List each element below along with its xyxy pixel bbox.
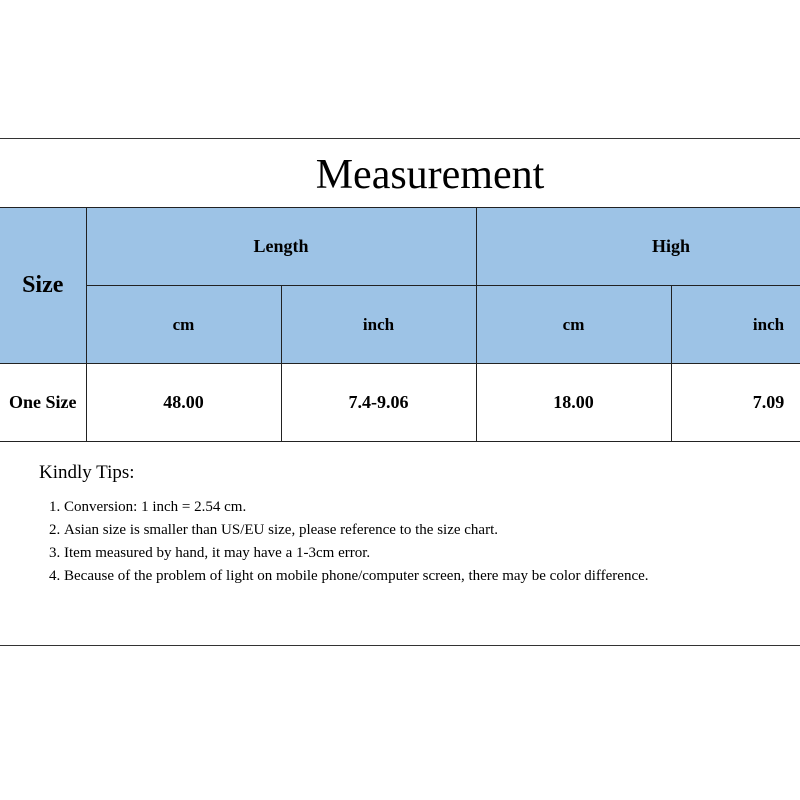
tip-item: 4. Because of the problem of light on mobile phone/computer screen, there may be color difference. bbox=[64, 565, 659, 588]
tips-list bbox=[39, 496, 659, 588]
tips-title: Kindly Tips: bbox=[39, 462, 135, 483]
length-inch-header: inch bbox=[281, 286, 476, 364]
tip-item: 2. Asian size is smaller than US/EU size, please reference to the size chart. bbox=[64, 519, 659, 542]
table-header-row bbox=[0, 208, 800, 286]
length-cm-value: 48.00 bbox=[86, 364, 281, 442]
length-group-header: Length bbox=[86, 208, 476, 286]
table-unit-row bbox=[0, 286, 800, 364]
tips-section bbox=[39, 460, 659, 588]
tip-item: 3. Item measured by hand, it may have a 1-3cm error. bbox=[64, 542, 659, 565]
high-cm-value: 18.00 bbox=[476, 364, 671, 442]
size-table bbox=[0, 207, 800, 442]
length-cm-header: cm bbox=[86, 286, 281, 364]
row-label: One Size bbox=[0, 364, 86, 442]
high-inch-value: 7.09 bbox=[671, 364, 800, 442]
high-group-header: High bbox=[476, 208, 800, 286]
size-column-header: Size bbox=[0, 208, 86, 364]
page-title: Measurement bbox=[315, 152, 545, 198]
high-cm-header: cm bbox=[476, 286, 671, 364]
tip-item: 1. Conversion: 1 inch = 2.54 cm. bbox=[64, 496, 659, 519]
table-row bbox=[0, 364, 800, 442]
length-inch-value: 7.4-9.06 bbox=[281, 364, 476, 442]
high-inch-header: inch bbox=[671, 286, 800, 364]
